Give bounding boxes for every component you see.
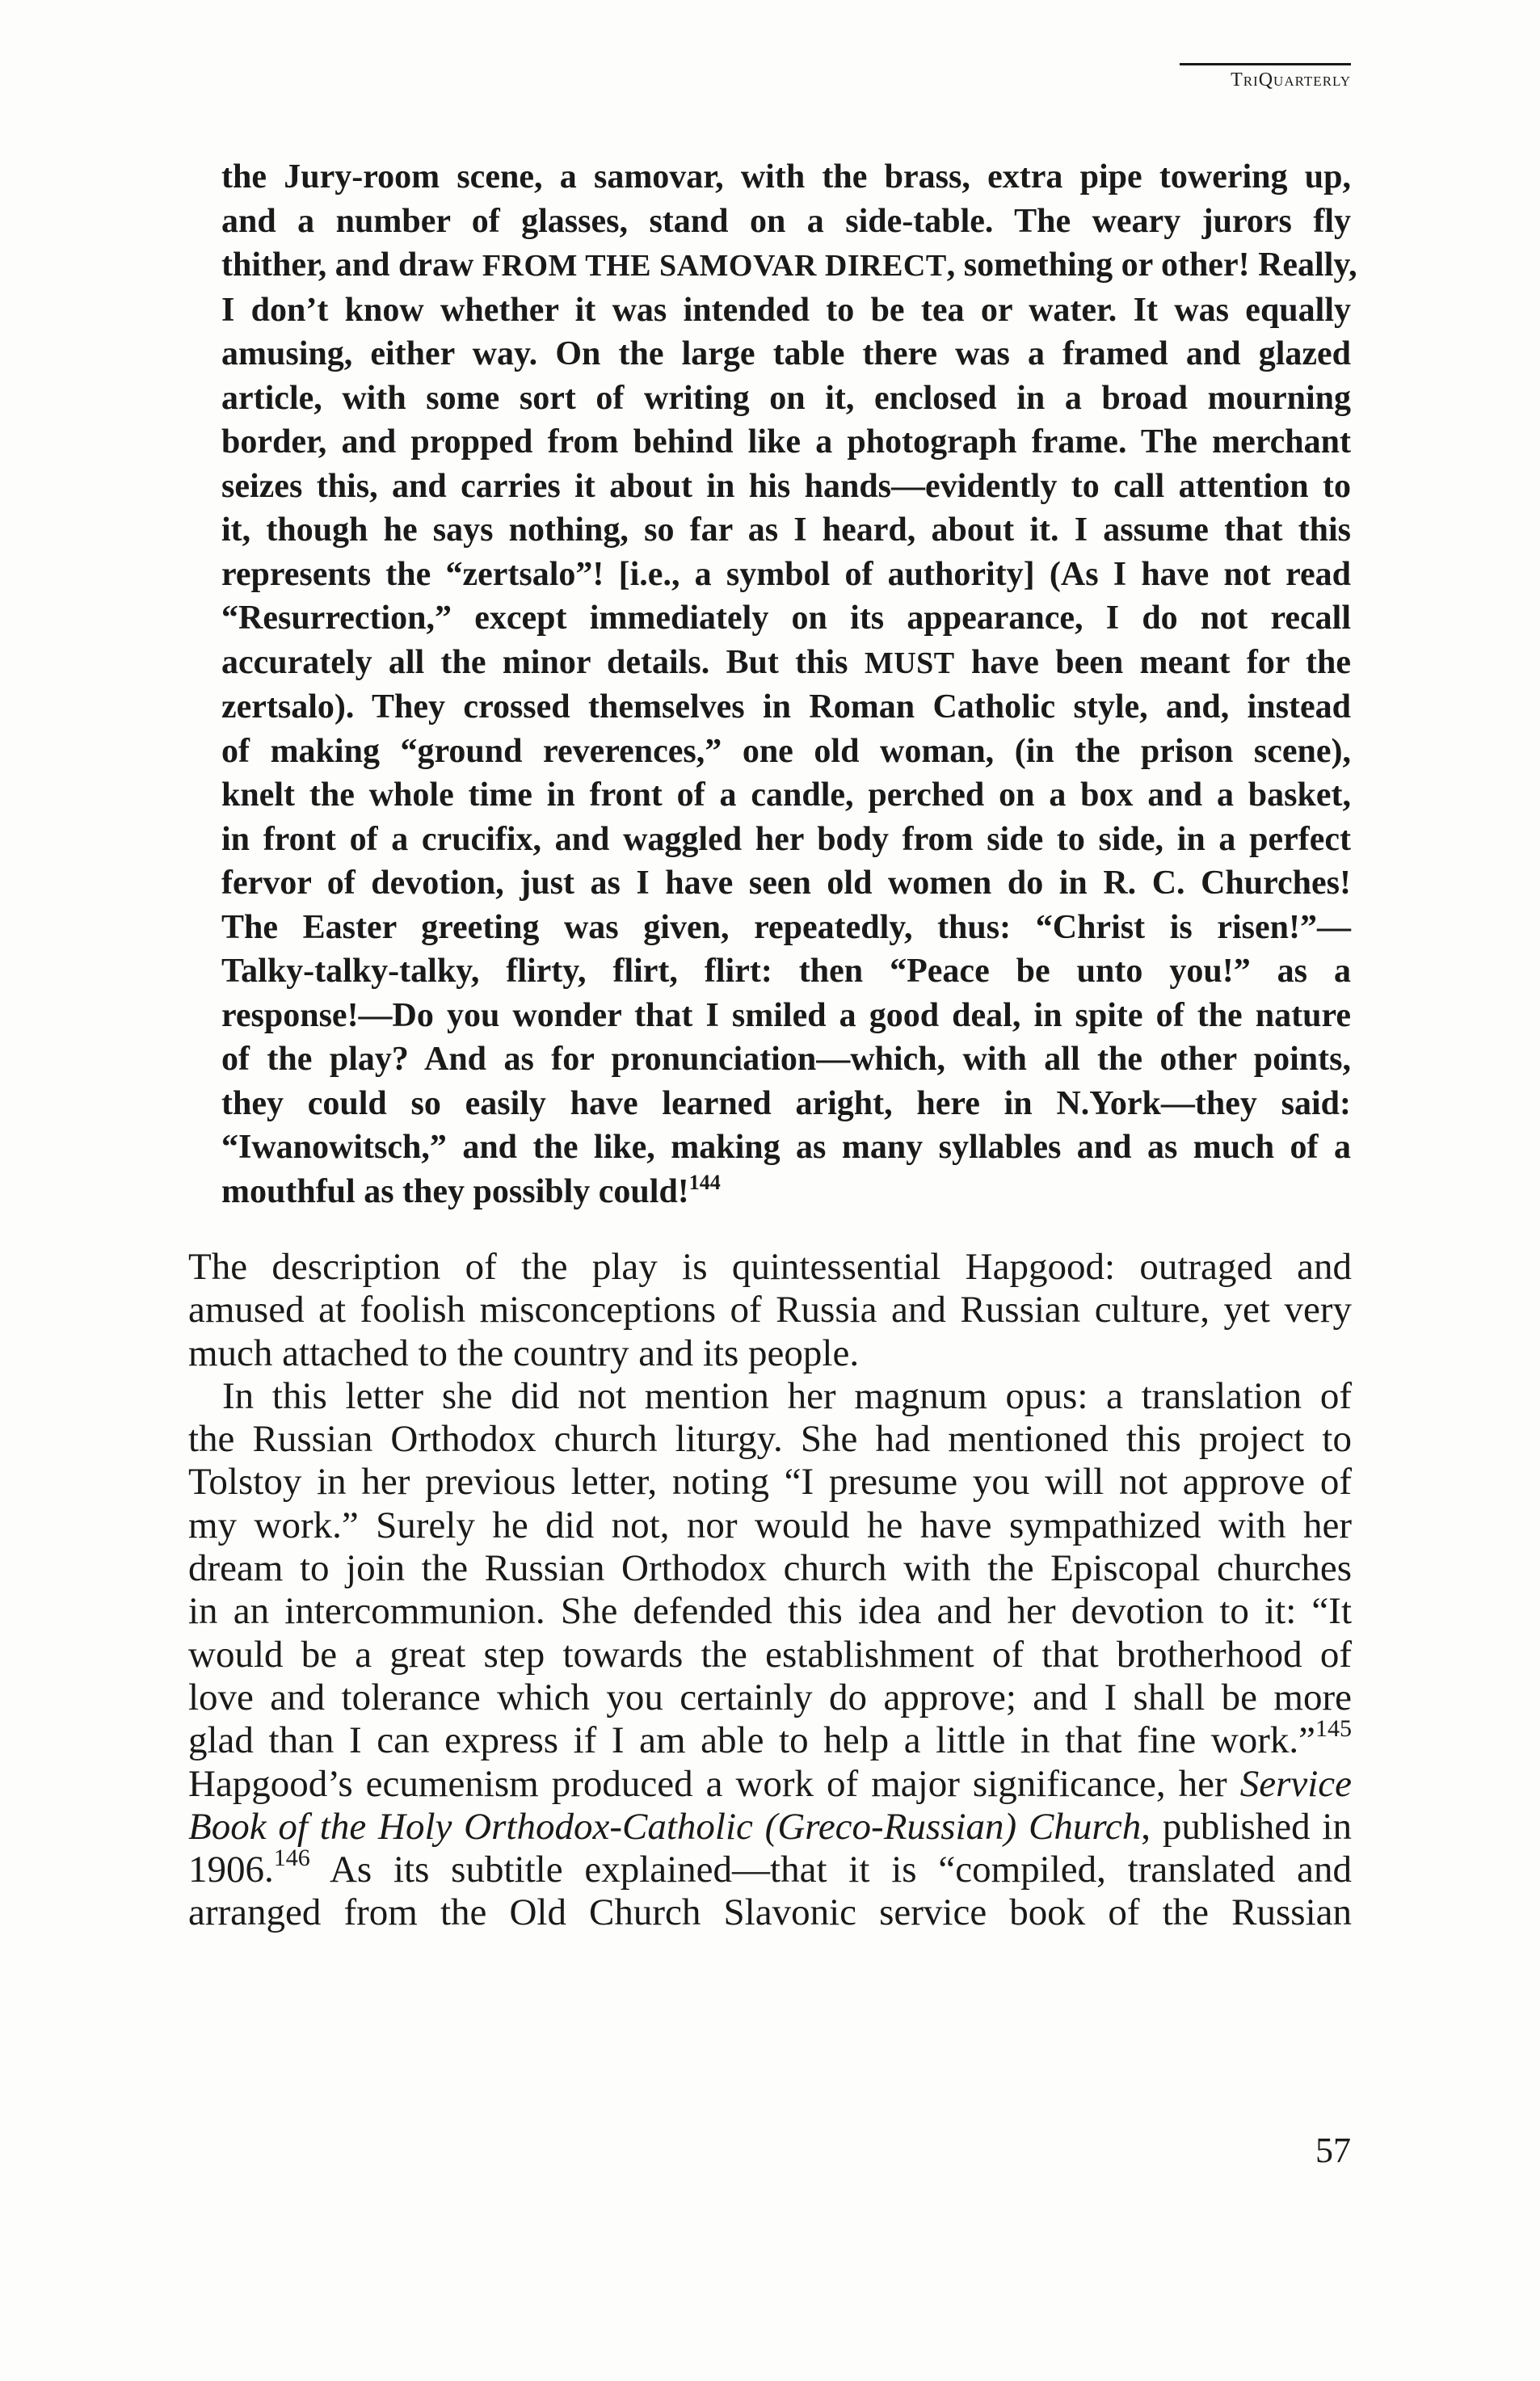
running-head xyxy=(1147,69,1351,91)
quote-line xyxy=(221,332,1351,377)
quote-text: fervor of devotion, just as I have seen old women do in R. C. Churches! xyxy=(221,864,1351,902)
paragraph-2-text: , published in xyxy=(1141,1805,1352,1848)
quote-text: the Jury-room scene, a samovar, with the brass, extra pipe towering up, xyxy=(221,158,1351,196)
quote-line xyxy=(221,288,1351,333)
quote-text: response!—Do you wonder that I smiled a good deal, in spite of the nature xyxy=(221,996,1351,1034)
paragraph-2-line: my work.” Surely he did not, nor would he have sympathized with her xyxy=(188,1504,1352,1546)
quote-text: , something or other! Really, xyxy=(946,246,1357,284)
paragraph-2-line: would be a great step towards the establishment of that brotherhood of xyxy=(188,1633,1352,1676)
quote-line xyxy=(221,596,1351,641)
quote-text: “Resurrection,” except immediately on its appearance, I do not recall xyxy=(221,599,1351,637)
quote-text: knelt the whole time in front of a candle, perched on a box and a basket, xyxy=(221,776,1351,814)
running-head-rule xyxy=(1180,63,1351,65)
quote-text: of making “ground reverences,” one old woman, (in the prison scene), xyxy=(221,732,1351,770)
footnote-ref-146: 146 xyxy=(273,1845,310,1872)
quote-line xyxy=(221,200,1351,244)
quote-text: it, though he says nothing, so far as I heard, about it. I assume that this xyxy=(221,511,1351,549)
quote-emphasis: FROM THE SAMOVAR DIRECT xyxy=(482,249,947,283)
quote-line xyxy=(221,553,1351,597)
paragraph-2-line: arranged from the Old Church Slavonic service book of the Russian xyxy=(188,1891,1352,1934)
quote-text: mouthful as they possibly could! xyxy=(221,1172,689,1210)
quote-text: “Iwanowitsch,” and the like, making as many syllables and as much of a xyxy=(221,1129,1351,1166)
quote-line xyxy=(221,994,1351,1038)
paragraph-2-line: Tolstoy in her previous letter, noting “I presume you will not approve of xyxy=(188,1461,1352,1504)
paragraph-2-line xyxy=(188,1715,1352,1762)
quote-text: represents the “zertsalo”! [i.e., a symbol of authority] (As I have not read xyxy=(221,555,1351,593)
block-quote xyxy=(221,155,1357,1214)
quote-line xyxy=(221,377,1351,421)
quote-line xyxy=(221,155,1351,200)
paragraph-2-line: in an intercommunion. She defended this idea and her devotion to it: “It xyxy=(188,1590,1352,1633)
quote-text: of the play? And as for pronunciation—which, with all the other points, xyxy=(221,1041,1351,1078)
quote-text: amusing, either way. On the large table there was a framed and glazed xyxy=(221,335,1351,372)
paragraph-2-line xyxy=(188,1845,1352,1891)
page-number: 57 xyxy=(1315,2131,1351,2170)
book-title: Service xyxy=(1239,1762,1352,1805)
footnote-ref-144: 144 xyxy=(688,1170,721,1194)
quote-line xyxy=(221,773,1351,818)
paragraph-2-line: In this letter she did not mention her magnum opus: a translation of xyxy=(222,1374,1352,1417)
quote-line xyxy=(221,730,1351,774)
quote-text: in front of a crucifix, and waggled her body from side to side, in a perfect xyxy=(221,820,1351,858)
quote-text: and a number of glasses, stand on a side-table. The weary jurors fly xyxy=(221,202,1351,240)
paragraph-1-line: The description of the play is quintessential Hapgood: outraged and xyxy=(188,1246,1352,1288)
quote-line xyxy=(221,685,1351,730)
quote-text: zertsalo). They crossed themselves in Roman Catholic style, and, instead xyxy=(221,688,1351,726)
quote-line xyxy=(221,1082,1351,1126)
quote-line xyxy=(221,641,1351,686)
paragraph-1-line: amused at foolish misconceptions of Russia and Russian culture, yet very xyxy=(188,1289,1352,1331)
paragraph-2-line: love and tolerance which you certainly do approve; and I shall be more xyxy=(188,1676,1352,1718)
paragraph-2-text: As its subtitle explained—that it is “compiled, translated and xyxy=(309,1849,1352,1891)
quote-line xyxy=(221,906,1351,950)
quote-text: Talky-talky-talky, flirty, flirt, flirt: then “Peace be unto you!” as a xyxy=(221,953,1351,990)
journal-title: TriQuarterly xyxy=(1231,69,1351,90)
paragraph-2-text: 1906. xyxy=(188,1849,274,1891)
quote-line xyxy=(221,1125,1351,1170)
quote-line xyxy=(221,861,1351,906)
quote-text: The Easter greeting was given, repeatedly, thus: “Christ is risen!”— xyxy=(221,908,1351,946)
paragraph-2-line xyxy=(188,1806,1352,1849)
paragraph-2-text: glad than I can express if I am able to help a little in that fine work.” xyxy=(188,1719,1315,1762)
quote-text: border, and propped from behind like a photograph frame. The merchant xyxy=(221,423,1351,461)
quote-text: thither, and draw xyxy=(221,246,482,284)
paragraph-1-line: much attached to the country and its people. xyxy=(188,1331,860,1374)
quote-line xyxy=(221,243,1357,288)
paragraph-2-line xyxy=(188,1763,1352,1806)
quote-line xyxy=(221,508,1351,553)
book-title: Book of the Holy Orthodox-Catholic (Greco-Russian) Church xyxy=(188,1805,1142,1848)
quote-line xyxy=(221,1170,1351,1214)
quote-emphasis: MUST xyxy=(864,646,955,680)
footnote-ref-145: 145 xyxy=(1315,1715,1352,1743)
body-text xyxy=(188,1246,1352,1935)
paragraph-2-text: Hapgood’s ecumenism produced a work of major significance, her xyxy=(188,1762,1240,1805)
quote-text: have been meant for the xyxy=(954,643,1352,681)
quote-text: seizes this, and carries it about in his hands—evidently to call attention to xyxy=(221,467,1351,505)
quote-line xyxy=(221,1037,1351,1082)
paragraph-2-line: dream to join the Russian Orthodox church with the Episcopal churches xyxy=(188,1547,1352,1590)
quote-text: I don’t know whether it was intended to be tea or water. It was equally xyxy=(221,291,1351,329)
quote-text: article, with some sort of writing on it, enclosed in a broad mourning xyxy=(221,379,1351,417)
quote-line xyxy=(221,465,1351,509)
quote-text: accurately all the minor details. But this xyxy=(221,643,865,681)
quote-line xyxy=(221,420,1351,465)
quote-line xyxy=(221,949,1351,994)
paragraph-2-line: the Russian Orthodox church liturgy. She had mentioned this project to xyxy=(188,1418,1352,1461)
quote-line xyxy=(221,818,1351,862)
quote-text: they could so easily have learned aright, here in N.York—they said: xyxy=(221,1084,1351,1122)
